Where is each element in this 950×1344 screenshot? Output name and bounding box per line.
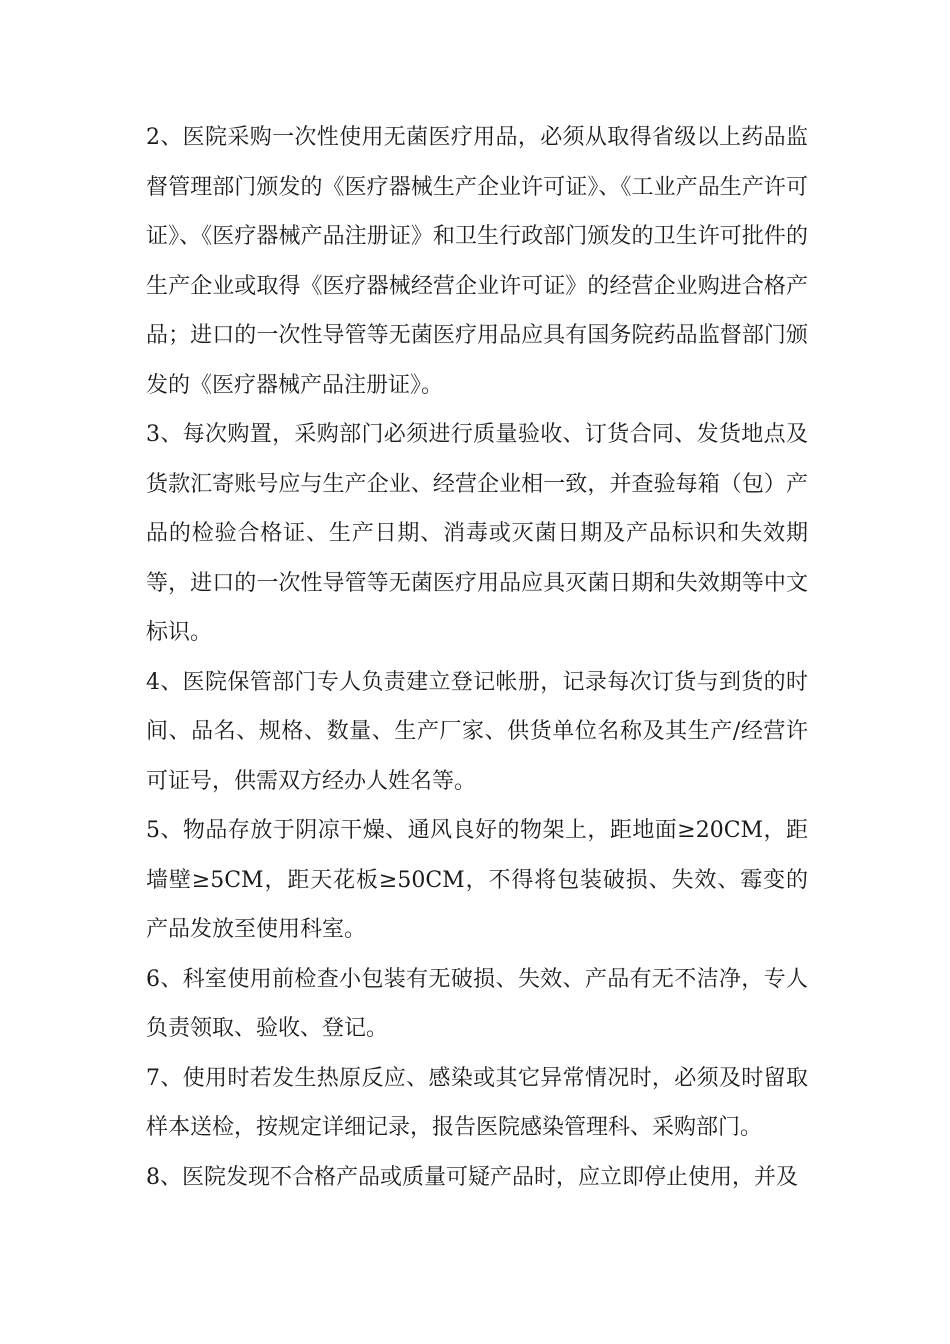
paragraph-5: 5、物品存放于阴凉干燥、通风良好的物架上，距地面≥20CM，距墙壁≥5CM，距天花板≥50CM，不得将包装破损、失效、霉变的产品发放至使用科室。 — [146, 818, 808, 942]
paragraph-3: 3、每次购置，采购部门必须进行质量验收、订货合同、发货地点及货款汇寄账号应与生产企业、经营企业相一致，并查验每箱（包）产品的检验合格证、生产日期、消毒或灭菌日期及产品标识和失效期等，进口的一次性导管等无菌医疗用品应具灭菌日期和失效期等中文标识。 — [146, 422, 808, 645]
paragraph-6: 6、科室使用前检查小包装有无破损、失效、产品有无不洁净，专人负责领取、验收、登记。 — [146, 966, 808, 1041]
paragraph-2: 2、医院采购一次性使用无菌医疗用品，必须从取得省级以上药品监督管理部门颁发的《医疗器械生产企业许可证》、《工业产品生产许可证》、《医疗器械产品注册证》和卫生行政部门颁发的卫生许可批件的生产企业或取得《医疗器械经营企业许可证》的经营企业购进合格产品；进口的一次性导管等无菌医疗用品应具有国务院药品监督部门颁发的《医疗器械产品注册证》。 — [146, 125, 808, 398]
document-body — [146, 113, 808, 1202]
paragraph-4: 4、医院保管部门专人负责建立登记帐册，记录每次订货与到货的时间、品名、规格、数量、生产厂家、供货单位名称及其生产/经营许可证号，供需双方经办人姓名等。 — [146, 669, 808, 794]
paragraph-8: 8、医院发现不合格产品或质量可疑产品时，应立即停止使用，并及 — [146, 1164, 798, 1190]
paragraph-7: 7、使用时若发生热原反应、感染或其它异常情况时，必须及时留取样本送检，按规定详细记录，报告医院感染管理科、采购部门。 — [146, 1065, 808, 1140]
